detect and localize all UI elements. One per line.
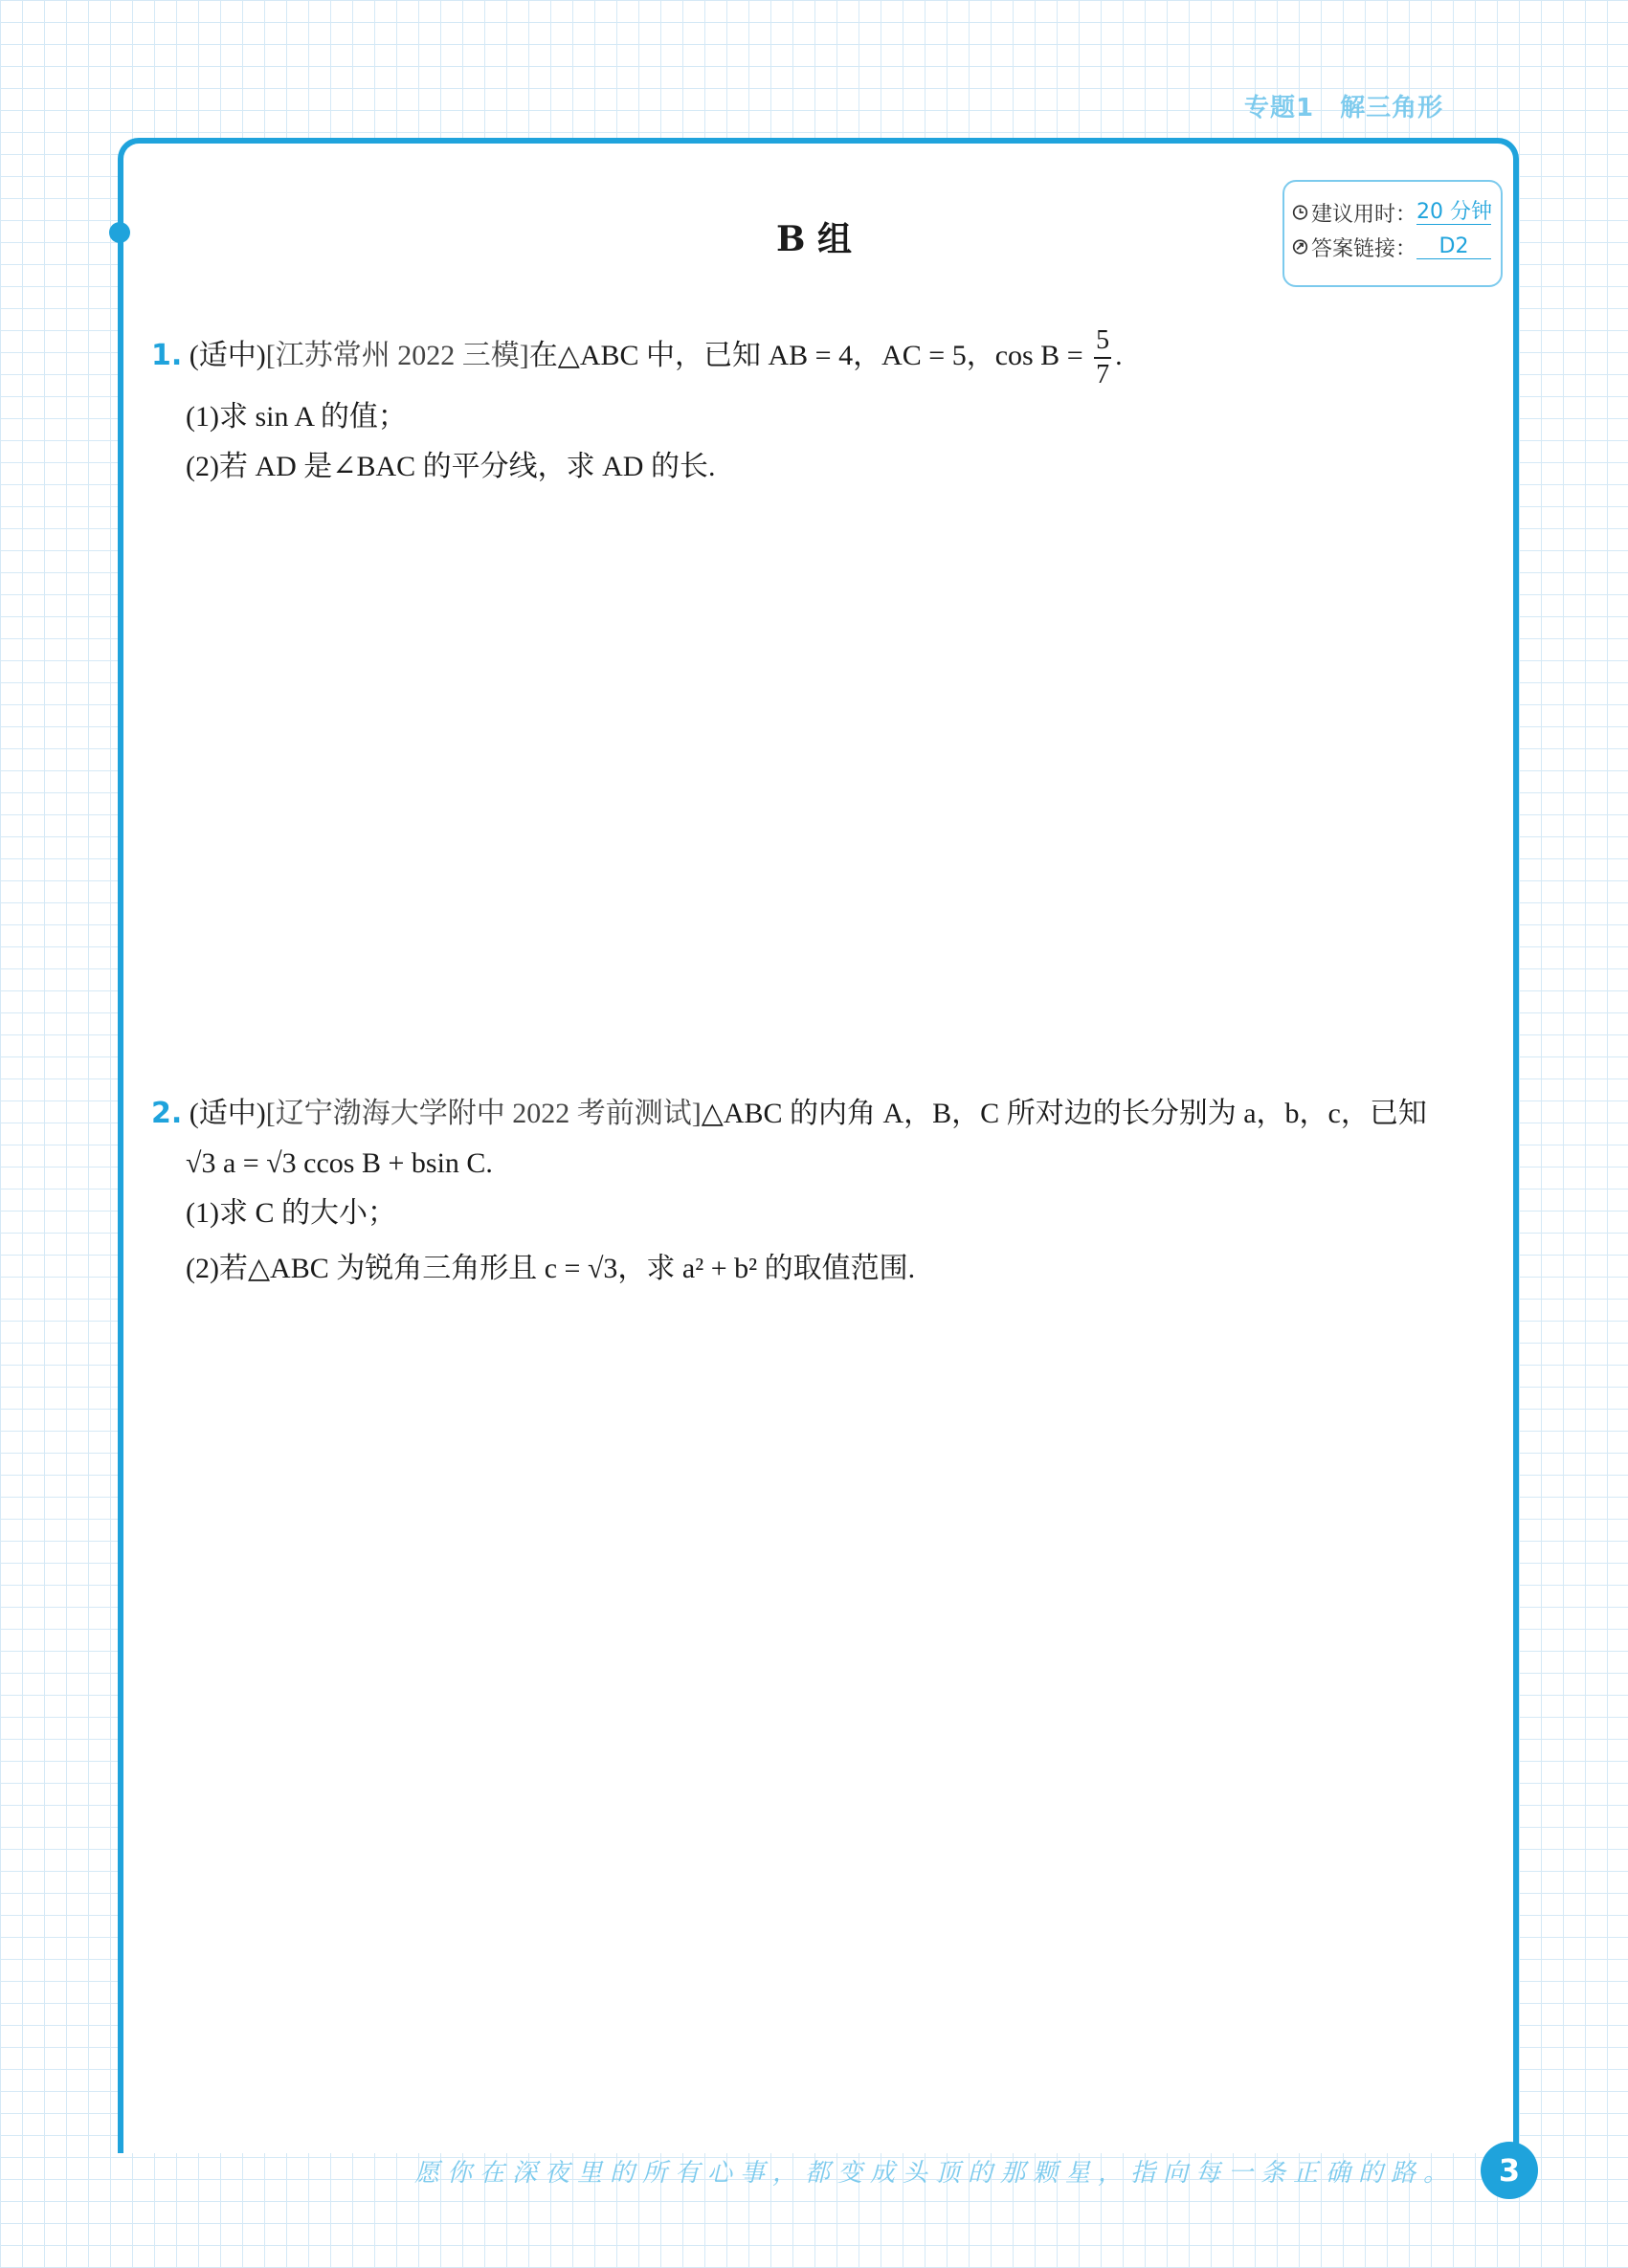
problem-1 [151, 327, 1491, 492]
problem-2-stem [151, 1089, 1491, 1139]
fraction-denominator: 7 [1096, 360, 1110, 389]
fraction-numerator: 5 [1094, 327, 1111, 359]
problem-1-source: [江苏常州 2022 三模] [265, 339, 529, 371]
problem-2-source: [辽宁渤海大学附中 2022 考前测试] [265, 1098, 702, 1129]
footer-motto: 愿你在深夜里的所有心事，都变成头顶的那颗星，指向每一条正确的路。 [413, 2159, 1456, 2188]
problem-2-stem-line1: △ABC 的内角 A，B，C 所对边的长分别为 a，b，c，已知 [701, 1098, 1427, 1129]
problem-1-stem-text: 在△ABC 中，已知 AB = 4，AC = 5，cos B = [528, 339, 1083, 371]
problem-1-stem [151, 325, 1491, 389]
group-title: B 组 [776, 219, 852, 259]
problem-2-stem-line2: √3 a = √3 ccos B + bsin C. [186, 1147, 493, 1179]
problem-2 [151, 1089, 1491, 1294]
fraction-cos-b [1094, 327, 1111, 389]
problem-2-number: 2. [151, 1097, 183, 1130]
page-number: 3 [1481, 2142, 1538, 2199]
answer-label: 答案链接： [1310, 236, 1416, 261]
time-value: 20 分钟 [1416, 199, 1492, 224]
problem-1-sub-1: (1)求 sin A 的值； [186, 401, 407, 433]
chapter-header: 专题1 解三角形 [1244, 94, 1444, 122]
problem-2-sub-2: (2)若△ABC 为锐角三角形且 c = √3，求 a² + b² 的取值范围. [186, 1253, 916, 1284]
problem-2-sub-1: (1)求 C 的大小； [186, 1197, 396, 1229]
problem-1-stem-end: . [1115, 339, 1123, 371]
problem-2-difficulty: (适中) [189, 1098, 266, 1129]
problem-1-number: 1. [151, 338, 183, 372]
answer-value[interactable]: D2 [1416, 235, 1491, 259]
problem-1-difficulty: (适中) [189, 339, 266, 371]
time-label: 建议用时： [1310, 202, 1416, 227]
problem-1-sub-2: (2)若 AD 是∠BAC 的平分线，求 AD 的长. [186, 451, 716, 482]
